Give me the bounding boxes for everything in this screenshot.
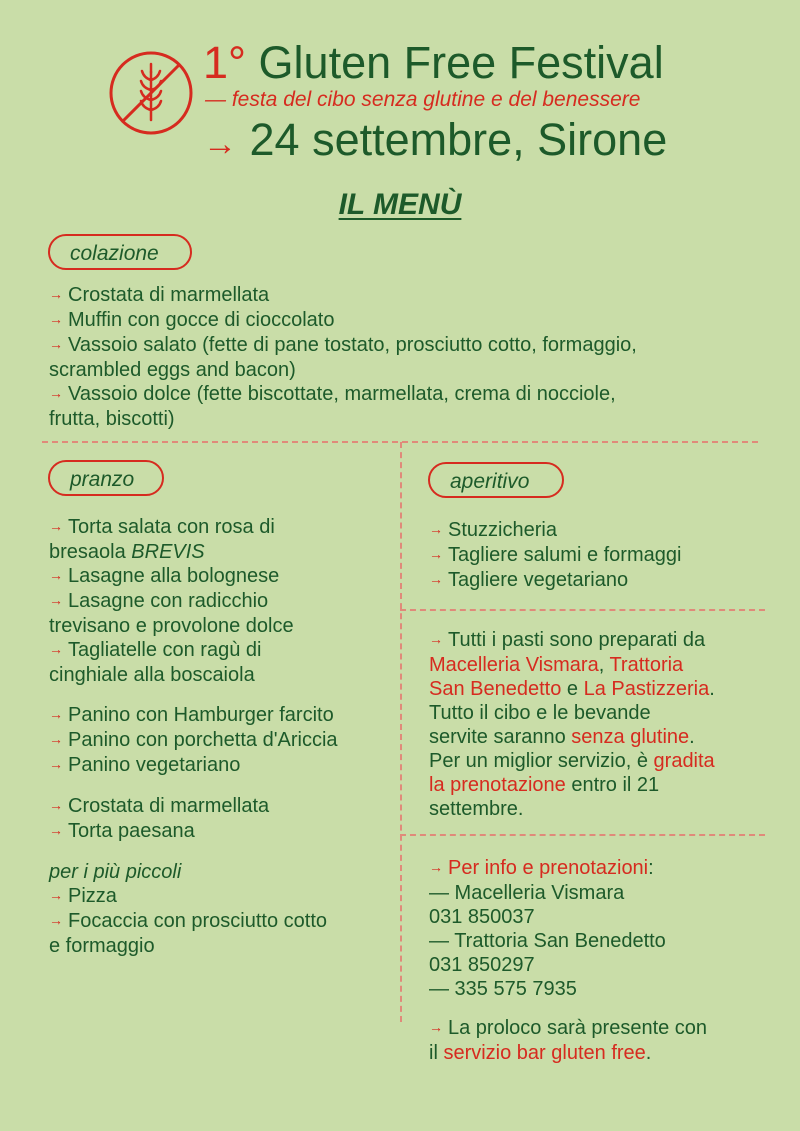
contact-name: — Macelleria Vismara [429,882,625,904]
colazione-list [49,283,637,431]
contacts: → Per info e prenotazioni: — Macelleria Vismara 031 850037 — Trattoria San Benedetto 031 850297 — 335 575 7935 [429,856,769,1001]
list-item: cinghiale alla boscaiola [49,664,255,686]
list-item: → Vassoio dolce (fette biscottate, marmellata, crema di nocciole, [49,383,616,405]
list-item: → Lasagne con radicchio [49,590,269,612]
arrow-icon: → [49,706,63,722]
arrow-icon: → [49,385,63,401]
list-item: → Torta salata con rosa di [49,516,275,538]
list-item: → Pizza [49,885,117,907]
list-item: → Panino con porchetta d'Ariccia [49,729,338,751]
list-item: → Stuzzicheria [429,519,557,541]
menu-title: IL MENÙ [338,188,462,221]
contact-name: — Trattoria San Benedetto [429,930,666,952]
vendor-macelleria: Macelleria Vismara [429,654,599,676]
arrow-icon: → [429,859,443,875]
arrow-icon: → [429,1019,443,1035]
vendor-trattoria: San Benedetto [429,678,562,700]
info-paragraph: → Tutti i pasti sono preparati da Macelleria Vismara, Trattoria San Benedetto e La Pastizzeria. Tutto il cibo e le bevande servite saranno senza glutine. Per un miglior servizio, è gradita la prenotazione entro il 21 settembre. [429,629,715,820]
arrow-icon: → [429,571,443,587]
aperitivo-list [429,518,769,593]
date-text: 24 settembre, Sirone [249,114,668,165]
list-item: → Tagliere salumi e formaggi [429,544,682,566]
divider-vertical [400,442,402,1022]
contact-phone: — 335 575 7935 [429,978,577,1000]
gluten-free-wheat-icon [108,50,194,136]
list-item: → Torta paesana [49,820,195,842]
arrow-icon: → [429,631,443,647]
list-item: → Vassoio salato (fette di pane tostato, prosciutto cotto, formaggio, [49,334,637,356]
arrow-icon: → [49,887,63,903]
contact-phone: 031 850297 [429,954,535,976]
arrow-icon: → [49,518,63,534]
arrow-icon: → [49,822,63,838]
contacts-title: Per info e prenotazioni [448,857,649,879]
list-item: → Muffin con gocce di cioccolato [49,309,335,331]
bar-note: → La proloco sarà presente con il servizio bar gluten free. [429,1017,708,1064]
title-text: Gluten Free Festival [258,37,664,88]
festival-subtitle: — festa del cibo senza glutine e del benessere [205,88,641,111]
arrow-icon: → [49,731,63,747]
arrow-icon: → [429,521,443,537]
list-item: bresaola BREVIS [49,541,205,563]
kids-title: per i più piccoli [49,861,182,883]
pranzo-badge: pranzo [48,460,164,496]
arrow-icon: → [49,567,63,583]
arrow-icon: → [49,756,63,772]
list-item: scrambled eggs and bacon) [49,359,296,381]
list-item: → Lasagne alla bolognese [49,565,280,587]
contact-phone: 031 850037 [429,906,535,928]
title-number: 1° [203,37,247,88]
list-item: e formaggio [49,935,155,957]
list-item: → Crostata di marmellata [49,284,270,306]
arrow-icon: → [49,797,63,813]
list-item: → Panino vegetariano [49,754,241,776]
divider-horizontal-right [400,609,765,611]
arrow-icon: → [49,336,63,352]
arrow-icon: → [49,311,63,327]
list-item: → Tagliatelle con ragù di [49,639,262,661]
arrow-icon: → [49,286,63,302]
festival-date [203,114,667,170]
date-arrow: → [203,125,237,163]
colazione-badge: colazione [48,234,192,270]
list-item: → Focaccia con prosciutto cotto [49,910,328,932]
pranzo-list [49,515,394,958]
arrow-icon: → [49,641,63,657]
list-item: → Crostata di marmellata [49,795,270,817]
aperitivo-badge: aperitivo [428,462,564,498]
divider-horizontal-right-2 [400,834,765,836]
vendor-pastizzeria: La Pastizzeria [583,678,710,700]
list-item: → Tagliere vegetariano [429,569,629,591]
list-item: → Panino con Hamburger farcito [49,704,334,726]
festival-title [203,38,664,88]
arrow-icon: → [429,546,443,562]
arrow-icon: → [49,912,63,928]
list-item: trevisano e provolone dolce [49,615,294,637]
arrow-icon: → [49,592,63,608]
list-item: frutta, biscotti) [49,408,175,430]
